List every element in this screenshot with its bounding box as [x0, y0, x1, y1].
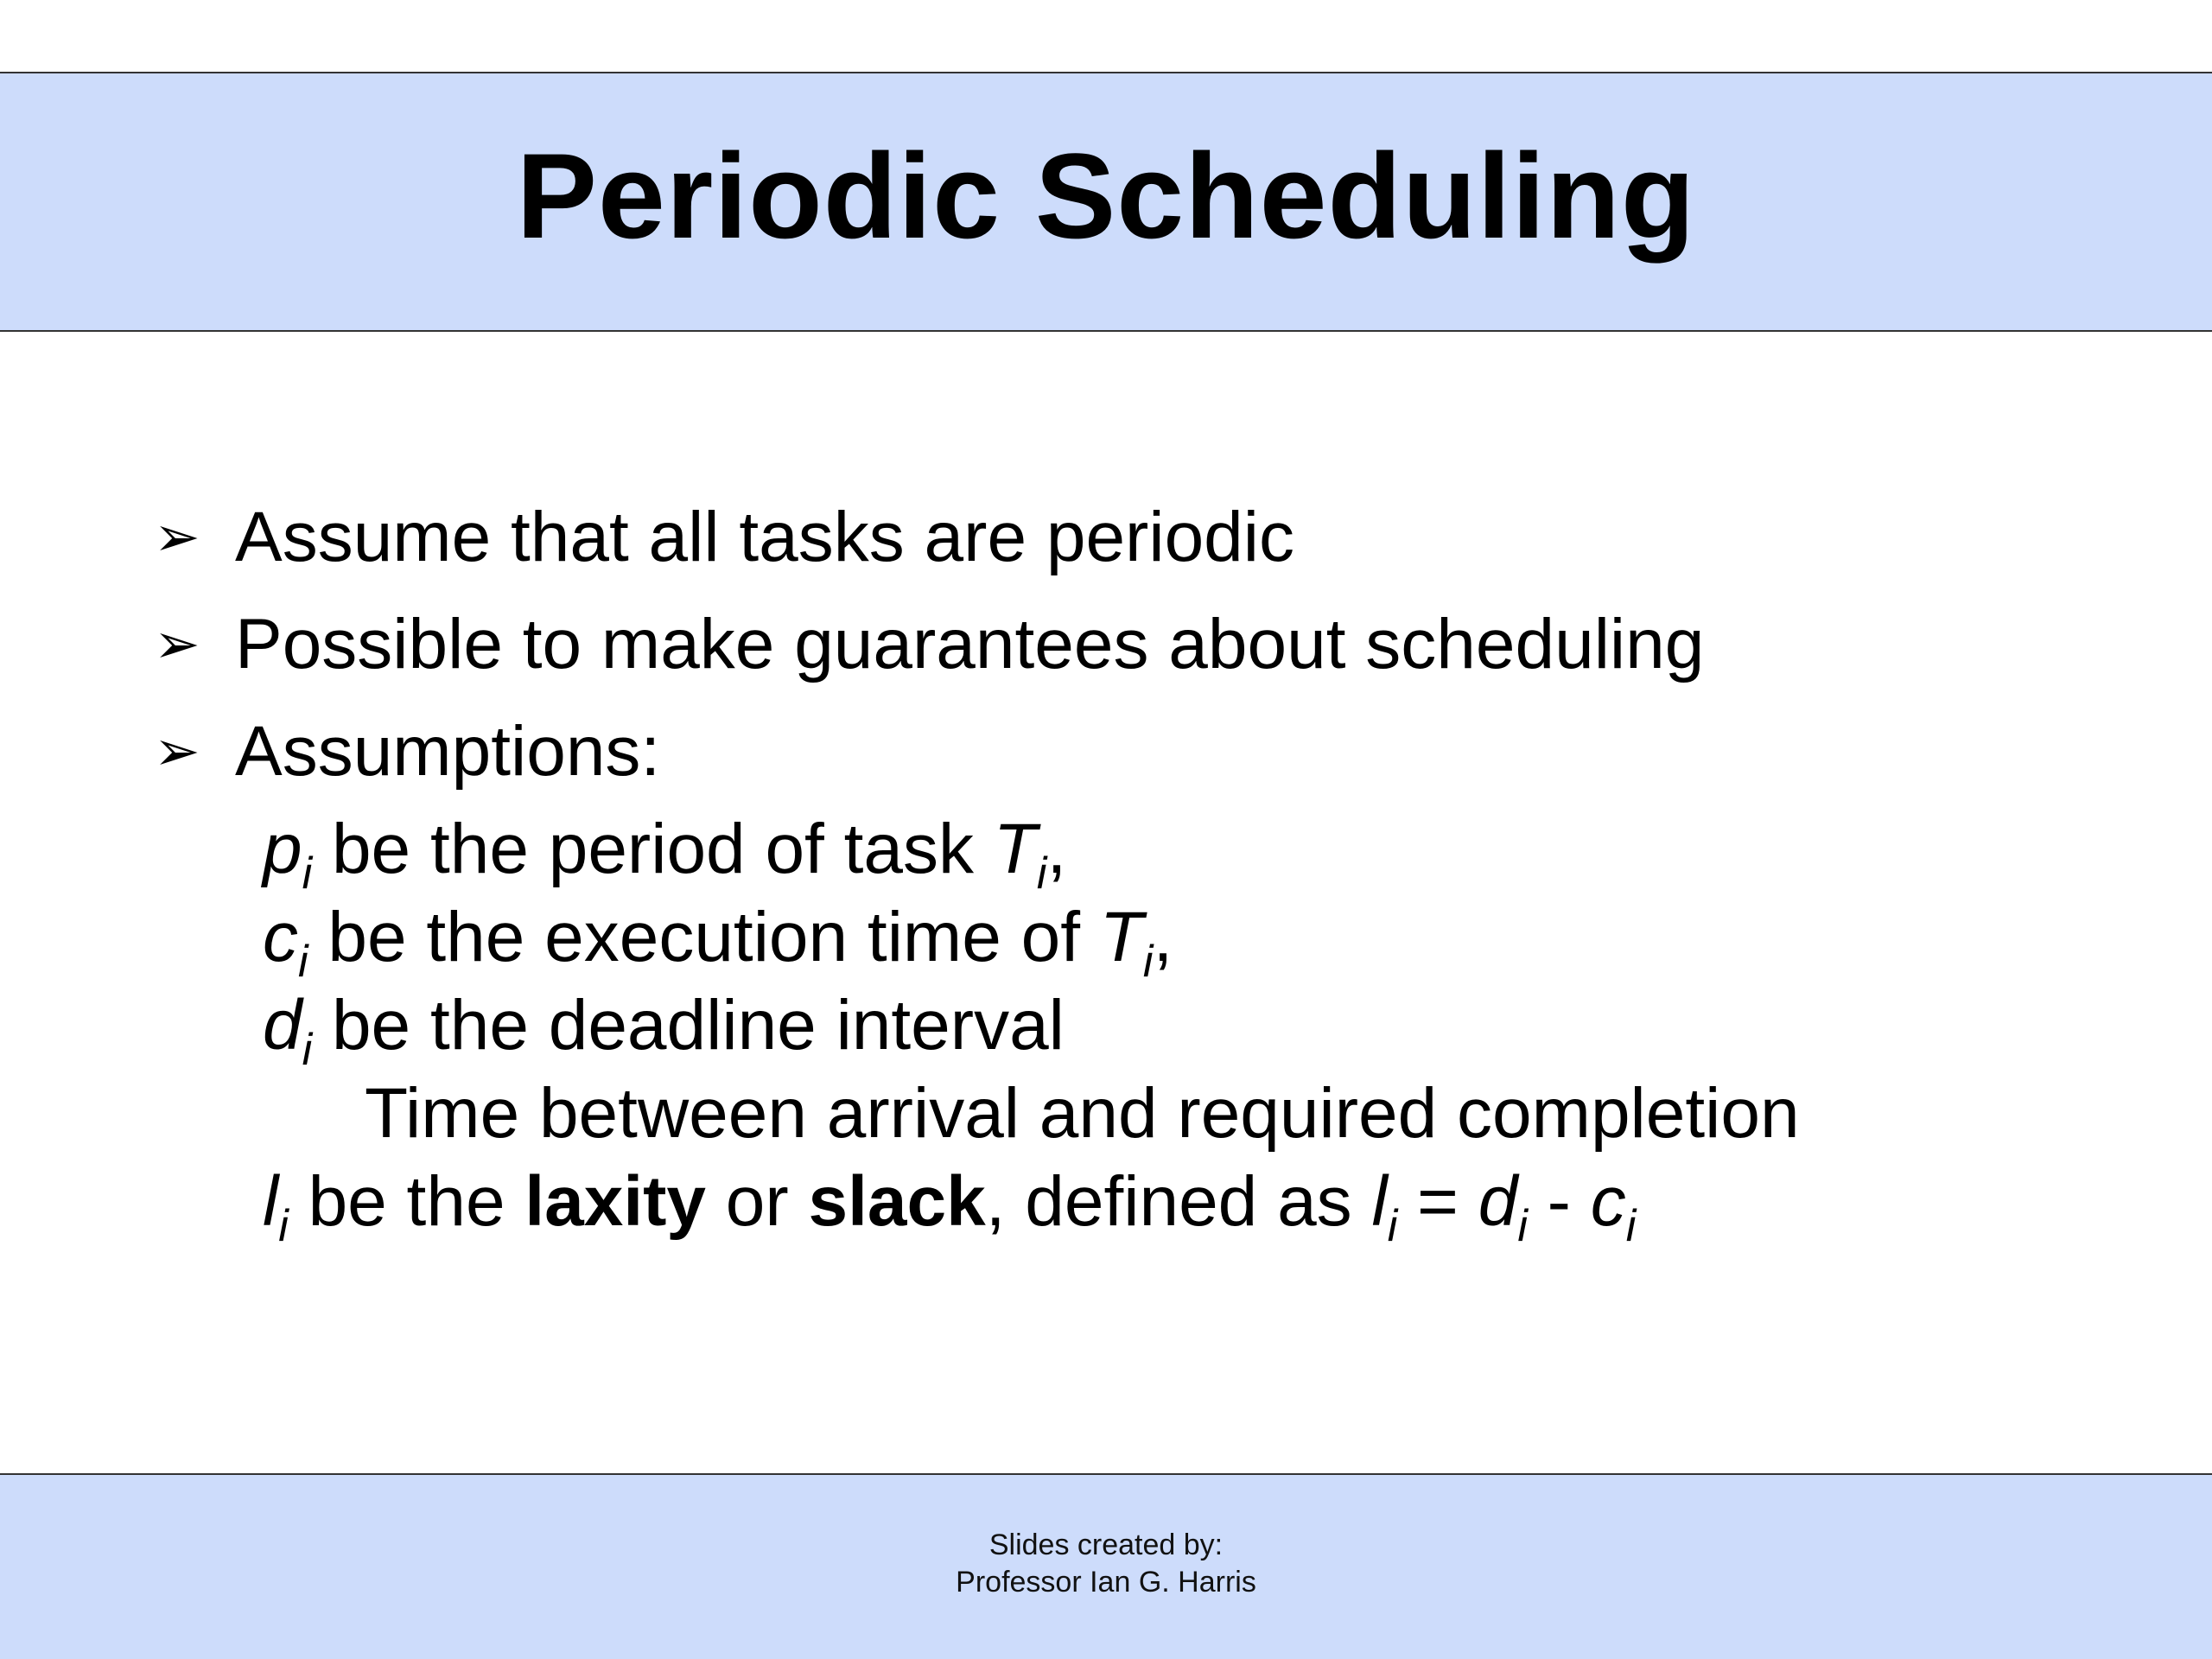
- punctuation: ,: [1153, 898, 1173, 976]
- slide-content: [154, 484, 2141, 1251]
- equation-minus: -: [1527, 1162, 1591, 1241]
- slide-title: Periodic Scheduling: [516, 127, 1696, 264]
- deadline-note: Time between arrival and required completion: [365, 1074, 1800, 1153]
- term-slack: slack: [808, 1162, 986, 1241]
- bullet-item: [154, 484, 2141, 591]
- bullet-text: Assume that all tasks are periodic: [235, 498, 1294, 576]
- subscript: i: [278, 1201, 289, 1251]
- bullet-item: [154, 698, 2141, 805]
- definition-period: [154, 805, 2141, 899]
- definition-text: be the execution time of: [308, 898, 1100, 976]
- subscript: i: [1625, 1201, 1637, 1251]
- task-symbol: T: [1099, 898, 1143, 976]
- symbol: p: [263, 810, 302, 888]
- bullet-text: Possible to make guarantees about scheduling: [235, 605, 1705, 683]
- punctuation: ,: [1046, 810, 1067, 888]
- subscript: i: [302, 849, 313, 899]
- subscript: i: [298, 937, 308, 987]
- definition-deadline: [154, 982, 2141, 1075]
- symbol: l: [263, 1162, 279, 1241]
- definition-execution: [154, 893, 2141, 987]
- bullet-item: [154, 591, 2141, 698]
- symbol: c: [263, 898, 298, 976]
- definition-text: or: [706, 1162, 809, 1241]
- subscript: i: [1387, 1201, 1398, 1251]
- footer-credits: [0, 1475, 2212, 1601]
- footer-line-1: Slides created by:: [988, 1529, 1224, 1561]
- definition-text: be the deadline interval: [312, 986, 1065, 1065]
- symbol: d: [263, 986, 302, 1065]
- arrow-bullet-icon: ➢: [154, 505, 200, 569]
- definition-text: be the period of task: [312, 810, 994, 888]
- footer-line-2: Professor Ian G. Harris: [956, 1566, 1256, 1599]
- definition-laxity: [154, 1158, 2141, 1251]
- equation-c: c: [1590, 1162, 1626, 1241]
- subscript: i: [302, 1025, 313, 1075]
- equation-operator: =: [1397, 1162, 1478, 1241]
- bullet-text: Assumptions:: [235, 712, 661, 791]
- header-band: [0, 72, 2212, 332]
- subscript: i: [1142, 937, 1154, 987]
- task-symbol: T: [993, 810, 1037, 888]
- term-laxity: laxity: [524, 1162, 707, 1241]
- footer-band: [0, 1473, 2212, 1659]
- equation-d: d: [1478, 1162, 1518, 1241]
- definition-text: , defined as: [985, 1162, 1372, 1241]
- subscript: i: [1036, 849, 1047, 899]
- definition-text: be the: [288, 1162, 525, 1241]
- arrow-bullet-icon: ➢: [154, 613, 200, 677]
- arrow-bullet-icon: ➢: [154, 720, 200, 784]
- equation-l: l: [1371, 1162, 1388, 1241]
- subscript: i: [1517, 1201, 1528, 1251]
